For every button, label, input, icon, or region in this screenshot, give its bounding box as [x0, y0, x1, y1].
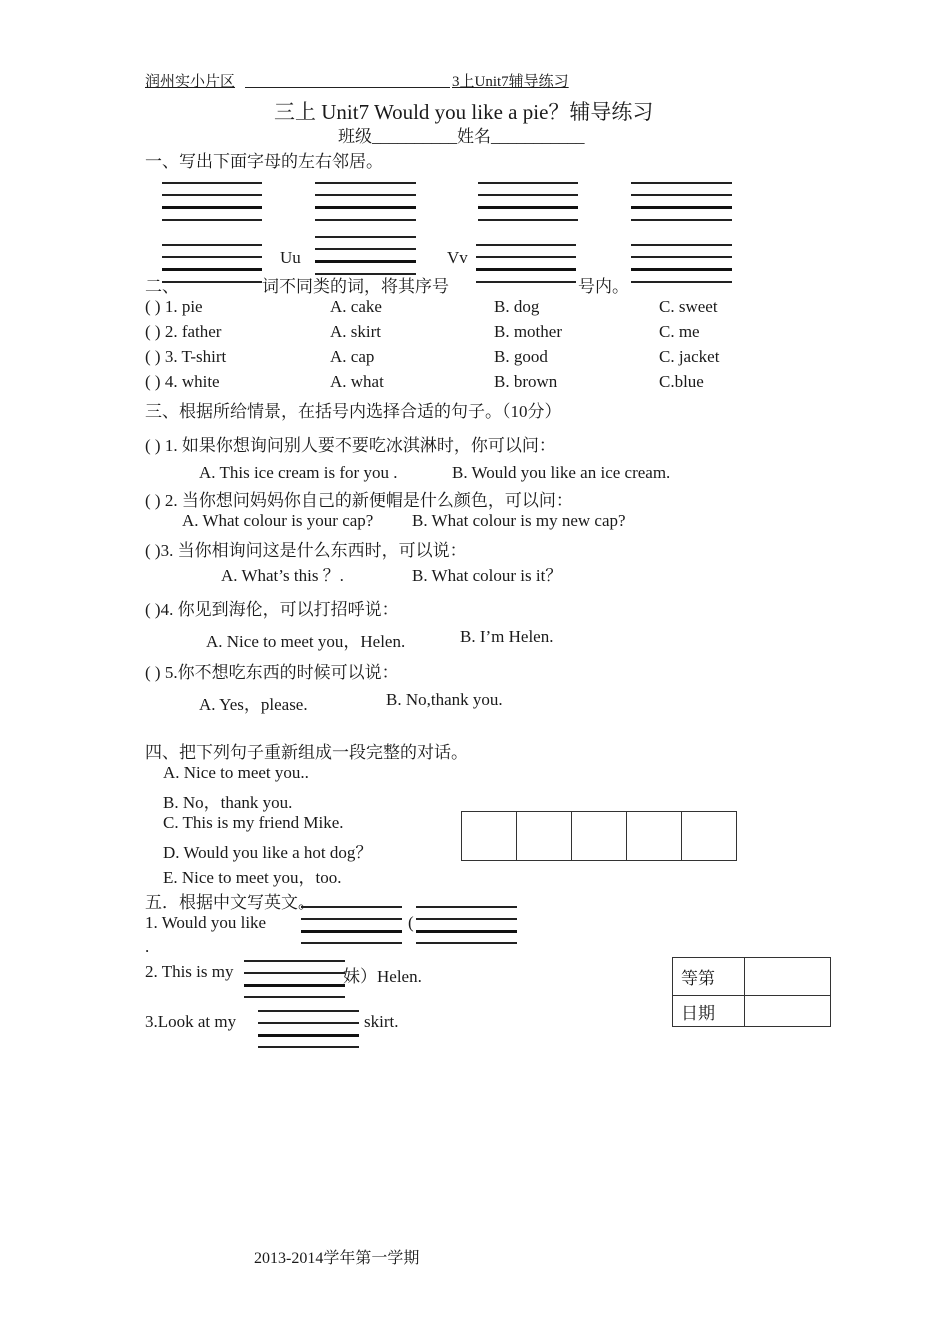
writing-line[interactable] — [478, 182, 578, 184]
writing-line[interactable] — [315, 182, 416, 184]
s2-q2[interactable]: ( ) 2. father — [145, 322, 222, 341]
writing-line[interactable] — [476, 256, 576, 258]
name-blank[interactable]: ___________ — [491, 127, 585, 146]
header-right: 3上Unit7辅导练习 — [452, 74, 569, 90]
s4-item-a: A. Nice to meet you.. — [163, 763, 309, 782]
writing-line[interactable] — [162, 194, 262, 196]
writing-line[interactable] — [416, 918, 517, 920]
writing-line[interactable] — [478, 194, 578, 196]
writing-line[interactable] — [301, 918, 402, 920]
writing-line[interactable] — [631, 182, 732, 184]
s5-q2-tail: 妹）Helen. — [343, 967, 422, 986]
writing-line[interactable] — [478, 219, 578, 221]
writing-line[interactable] — [162, 268, 262, 271]
s5-q1-paren: ( — [408, 913, 414, 932]
writing-line[interactable] — [315, 194, 416, 196]
answer-box[interactable] — [517, 812, 572, 861]
grade-table — [672, 957, 831, 1027]
s5-q1-dot: . — [145, 937, 150, 956]
answer-box[interactable] — [627, 812, 682, 861]
date-label: 日期 — [673, 996, 745, 1027]
writing-line[interactable] — [301, 906, 402, 908]
section2-heading-left: 二、 — [145, 277, 179, 296]
header-left: 润州实小片区 — [145, 74, 236, 90]
s2-q4-b: B. brown — [494, 372, 558, 391]
date-field[interactable] — [745, 996, 831, 1027]
writing-line[interactable] — [162, 182, 262, 184]
writing-line[interactable] — [162, 244, 262, 246]
letter-uu: Uu — [280, 248, 301, 267]
s3-q2-b: B. What colour is my new cap? — [412, 511, 626, 530]
writing-line[interactable] — [258, 1034, 359, 1037]
s2-q1-c: C. sweet — [659, 297, 718, 316]
writing-line[interactable] — [162, 206, 262, 209]
writing-line[interactable] — [244, 972, 345, 974]
writing-line[interactable] — [478, 206, 578, 209]
s3-q3-a: A. What’s this ？. — [221, 566, 344, 585]
section4-heading: 四、把下列句子重新组成一段完整的对话。 — [145, 743, 468, 762]
page-title: 三上 Unit7 Would you like a pie？辅导练习 — [274, 100, 654, 124]
s2-q2-b: B. mother — [494, 322, 562, 341]
s2-q1[interactable]: ( ) 1. pie — [145, 297, 203, 316]
s2-q4-c: C.blue — [659, 372, 704, 391]
writing-line[interactable] — [631, 194, 732, 196]
footer-term: 2013-2014学年第一学期 — [254, 1250, 420, 1267]
s4-item-b: B. No，thank you. — [163, 793, 293, 812]
s5-q2: 2. This is my — [145, 962, 234, 981]
writing-line[interactable] — [315, 219, 416, 221]
s2-q1-a: A. cake — [330, 297, 382, 316]
letter-vv: Vv — [447, 248, 468, 267]
writing-line[interactable] — [315, 236, 416, 238]
s3-q3[interactable]: ( )3. 当你相询问这是什么东西时，可以说： — [145, 541, 467, 560]
writing-line[interactable] — [301, 942, 402, 944]
writing-line[interactable] — [258, 1010, 359, 1012]
writing-line[interactable] — [244, 960, 345, 962]
section2-heading-mid: 词不同类的词，将其序号 — [262, 277, 449, 296]
answer-box[interactable] — [462, 812, 517, 861]
writing-line[interactable] — [315, 248, 416, 250]
s3-q2[interactable]: ( ) 2. 当你想问妈妈你自己的新便帽是什么颜色，可以问： — [145, 491, 573, 510]
writing-line[interactable] — [476, 281, 576, 283]
s5-q3-tail: skirt. — [364, 1012, 399, 1031]
writing-line[interactable] — [315, 260, 416, 263]
info-line — [338, 122, 585, 147]
s2-q3-c: C. jacket — [659, 347, 720, 366]
writing-line[interactable] — [631, 281, 732, 283]
section2-heading-right: 号内。 — [578, 277, 629, 296]
writing-line[interactable] — [315, 206, 416, 209]
s3-q2-a: A. What colour is your cap? — [182, 511, 374, 530]
section5-heading: 五．根据中文写英文。 — [145, 893, 315, 912]
answer-boxes — [461, 811, 737, 861]
name-label: 姓名 — [457, 127, 491, 146]
grade-label: 等第 — [673, 958, 745, 996]
header-underline — [245, 70, 450, 88]
s2-q4-a: A. what — [330, 372, 384, 391]
writing-line[interactable] — [244, 996, 345, 998]
writing-line[interactable] — [162, 256, 262, 258]
answer-box[interactable] — [572, 812, 627, 861]
writing-line[interactable] — [476, 244, 576, 246]
s3-q5[interactable]: ( ) 5.你不想吃东西的时候可以说： — [145, 663, 399, 682]
writing-line[interactable] — [416, 942, 517, 944]
class-blank[interactable]: __________ — [372, 127, 457, 146]
s3-q1-b: B. Would you like an ice cream. — [452, 463, 671, 482]
s3-q4[interactable]: ( )4. 你见到海伦，可以打招呼说： — [145, 600, 399, 619]
s2-q3[interactable]: ( ) 3. T-shirt — [145, 347, 227, 366]
s2-q3-b: B. good — [494, 347, 548, 366]
s3-q4-b: B. I’m Helen. — [460, 627, 554, 646]
grade-field[interactable] — [745, 958, 831, 996]
s4-item-d: D. Would you like a hot dog？ — [163, 843, 373, 862]
s2-q1-b: B. dog — [494, 297, 540, 316]
writing-line[interactable] — [258, 1046, 359, 1048]
s2-q2-c: C. me — [659, 322, 700, 341]
class-label: 班级 — [338, 127, 372, 146]
s2-q2-a: A. skirt — [330, 322, 381, 341]
s5-q1: 1. Would you like — [145, 913, 267, 932]
writing-line[interactable] — [416, 906, 517, 908]
s3-q5-b: B. No,thank you. — [386, 690, 503, 709]
writing-line[interactable] — [476, 268, 576, 271]
writing-line[interactable] — [631, 219, 732, 221]
s3-q4-a: A. Nice to meet you，Helen. — [206, 632, 406, 651]
s3-q5-a: A. Yes，please. — [199, 695, 308, 714]
writing-line[interactable] — [244, 984, 345, 987]
writing-line[interactable] — [631, 244, 732, 246]
writing-line[interactable] — [416, 930, 517, 933]
s3-q3-b: B. What colour is it？ — [412, 566, 563, 585]
s4-item-e: E. Nice to meet you，too. — [163, 868, 342, 887]
s2-q4[interactable]: ( ) 4. white — [145, 372, 220, 391]
s2-q3-a: A. cap — [330, 347, 375, 366]
s3-q1[interactable]: ( ) 1. 如果你想询问别人要不要吃冰淇淋时，你可以问： — [145, 436, 556, 455]
writing-line[interactable] — [631, 206, 732, 209]
writing-line[interactable] — [631, 256, 732, 258]
writing-line[interactable] — [631, 268, 732, 271]
section1-heading: 一、写出下面字母的左右邻居。 — [145, 152, 383, 171]
s4-item-c: C. This is my friend Mike. — [163, 813, 344, 832]
writing-line[interactable] — [162, 219, 262, 221]
s3-q1-a: A. This ice cream is for you . — [199, 463, 398, 482]
s5-q3: 3.Look at my — [145, 1012, 237, 1031]
writing-line[interactable] — [258, 1022, 359, 1024]
section3-heading: 三、根据所给情景，在括号内选择合适的句子。（10分） — [145, 402, 562, 421]
writing-line[interactable] — [301, 930, 402, 933]
answer-box[interactable] — [682, 812, 737, 861]
